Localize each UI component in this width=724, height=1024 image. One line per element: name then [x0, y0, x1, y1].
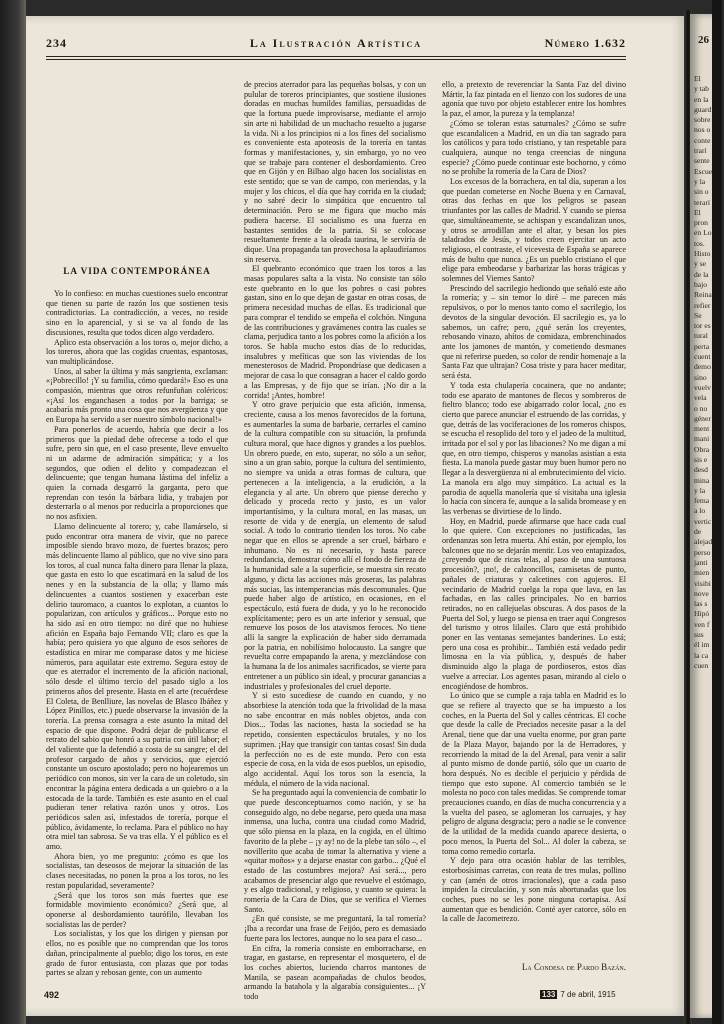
next-page-line: tor es — [694, 321, 711, 331]
next-page-line: o no — [694, 403, 708, 413]
next-page-line: y tab — [694, 84, 709, 94]
next-page-line: Hipó — [694, 609, 710, 619]
next-page-line: fema — [694, 496, 710, 506]
next-page-line: de — [694, 527, 702, 537]
next-page-line: refier — [694, 300, 711, 310]
issue-number: Número 1.632 — [544, 36, 626, 50]
article-title: LA VIDA CONTEMPORÁNEA — [63, 266, 211, 276]
next-page-line: sente — [694, 156, 710, 166]
next-page-line: sus — [694, 630, 704, 640]
next-page-line: Escue — [694, 166, 713, 176]
next-page-line: en la — [694, 94, 709, 104]
next-page-line: El — [694, 207, 701, 217]
next-page-line: y la — [694, 176, 706, 186]
next-page-line: demo — [694, 362, 711, 372]
footer-date-line — [540, 990, 616, 999]
archive-badge: 133 — [542, 990, 556, 999]
paragraph: de precios aterrador para las pequeñas bolsas, y con un pulular de toreros principiantes, que sostiene ilusiones doradas en muchas humildes familias, persuadidas de que la fortuna puede improvisarse, mediante el arrojo sin arte ni habilidad de un muchacho resuelto a jugarse la vida. Ni a los principios ni a los fines del socialismo es conveniente esta apoteosis de la torería en tantas formas y manifestaciones, y, sin embargo, yo no veo que se trabaje para contener el desbordamiento. Creo que en Gijón y en Bilbao algo hacen los socialistas en este sentido; que se van de campo, con meriendas, y la mujer y los chicos, el día que hay corrida en la ciudad; y no sabré decir lo simpática que encuentro tal determinación. Pero se me figura que mucho más pudiera hacerse. El socialismo es una fuerza en bastantes sentidos de la patria. Si se colocase resueltamente frente a la oleada taurina, le serviría de dique. Una propaganda tan provechosa la aplaudiríamos sin reserva. — [244, 80, 426, 264]
next-page-line: bajo — [694, 279, 708, 289]
next-page-line: ven f — [694, 619, 710, 629]
paragraph: En cifra, la romería consiste en emborracharse, en tragar, en gastarse, en representar el mosquetero, el de los coches abiertos, luciendo charros mantones de Manila, se pasean acompañadas de chulos beodos, armando la batahola y la algarabía consiguientes... ¡Y todo — [244, 943, 426, 1002]
next-page-line: cuen — [694, 660, 709, 670]
paragraph: Y otro grave perjuicio que esta afición, inmensa, creciente, causa a los menos favorecidos de la fortuna, es aumentarles la suma de barbarie, cerrarles el camino de la cultura compatible con su situación, la profunda cultura moral, que hace dignos y grandes a los pueblos. Un obrero puede, en esto, superar, no sólo a un señor, sino a un gran sabio, porque la cultura del sentimiento, no siempre va unida a otras formas de cultura, que pertenecen a la inteligencia, a la erudición, a la elegancia y al arte. Un obrero que piense derecho y delicado y proceda recto y justo, es un valor importantísimo, y la cultura moral, en las masas, un resorte de vida y de energía, un elemento de salud social. A todo lo contrario tienden los toros. No cabe negar que en ellos se aprende a ser cruel, bárbaro e inhumano. No es ni necesario, y hasta parece redundancia, demostrar cómo allí el fondo de fiereza de la humanidad sale a la superficie, se muestra sin recato alguno, y dicta las acciones más groseras, las palabras más sucias, las intemperancias más descomunales. Que puede haber algo de artístico, en ocasiones, en el espectáculo, está fuera de duda, y yo lo he reconocido explícitamente; pero es un arte inferior y sensual, que remueve los posos de los atavismos feroces. No tiene allí la sangre la explicación de haber sido derramada por la patria, en nobilísimo holocausto. La sangre que revuelta corre empapando la arena, y mezclándose con la humana la de los animales sacrificados, se vierte para entretener a un público sin ideal, y procurar ganancias a industriales y profesionales del cruel deporte. — [244, 400, 426, 691]
next-page-line: tos. — [694, 238, 705, 248]
next-page-line: tural — [694, 331, 708, 341]
next-page-line: Se — [694, 310, 702, 320]
next-page-line: la ca — [694, 650, 709, 660]
next-page-line: terarí — [694, 197, 711, 207]
text-column-3 — [442, 80, 626, 982]
next-page-line: sin o — [694, 187, 709, 197]
header-rule-thin — [46, 59, 626, 60]
text-column-2 — [244, 80, 426, 1002]
footer-date: 7 de abril, 1915 — [560, 990, 616, 999]
paragraph: Los excesos de la borrachera, en tal día, superan a los que puedan cometerse en Noche Buena y en Carnaval, otras dos fechas en que los peligros se pasean triunfantes por las calles de Madrid. Y cuando se piensa que, simultáneamente, se achispan y escandalizan unos, y otros se arrodillan ante el altar, y besan los pies taladrados de Jesús, y todos creen ejercitar un acto religioso, el contraste, el vicevesta de España se aparece más de bulto que nunca. ¿Es un pueblo cristiano el que elige para embeodarse y barbarizar las horas trágicas y solemnes del Viernes Santo? — [442, 177, 626, 284]
paragraph: ello, a pretexto de reverenciar la Santa Faz del divino Mártir, la faz pintada en el lienzo con los sudores de una agonía que tuvo por objeto establecer entre los hombres la paz, el amor, la pureza y la templanza! — [442, 80, 626, 119]
scan-left-edge — [0, 0, 26, 1024]
next-page-line: visibi — [694, 578, 711, 588]
next-page-line: perso — [694, 547, 711, 557]
next-page-line: Reina — [694, 290, 712, 300]
next-page-line: janti — [694, 557, 708, 567]
paragraph: Para ponerlos de acuerdo, habría que decir a los primeros que la piedad debe ofrecerse a todo el que sufre, pero sin que, en el caso presente, lleve envuelto ni un adarme de admiración simpática; y a los segundos, que odien el delito y compadezcan el delincuente; que tengan humana lástima del infeliz a quien la cornada desgarró la garganta, pero que reprendan con tesón la bárbara lidia, y trabajen por desterrarla o al menos por reducirla a proporciones que no nos asfixien. — [46, 424, 228, 522]
next-page-line: vela — [694, 393, 707, 403]
next-page-line: las s — [694, 599, 708, 609]
next-page-line: mani — [694, 434, 710, 444]
next-page-line: él im — [694, 640, 710, 650]
paragraph: Se ha preguntado aquí la conveniencia de combatir lo que puede desconceptuarnos como nación, y se ha conseguido algo, no debe negarse, pero queda una masa inmensa, una lucha, contra una ciudad como Madrid, que sólo piensa en la plaza, en la cogida, en el último favorito de la plebe – ¡y ay! no de la plebe tan sólo –, el novillerito que acaba de tomar la alternativa y viene a «quitar moños» y a dejarse enastar con garbo... ¿Qué el estado de las costumbres mejora? Así será..., pero acabamos de presenciar algo que revuelve el estómago, y es algo tradicional, y religioso, y cuanto se quiera: la romería de la Cara de Dios, que se verifica el Viernes Santo. — [244, 788, 426, 914]
next-page-line: ment — [694, 424, 710, 434]
next-page-line: vertic — [694, 516, 712, 526]
paragraph: Ahora bien, yo me pregunto: ¿cómo es que los socialistas, tan deseosos de mejorar la situación de las clases necesitadas, no ponen la proa a los toros, no les restan popularidad, severamente? — [46, 851, 228, 890]
next-page-line: nove — [694, 588, 709, 598]
next-page-line: sobre — [694, 115, 711, 125]
next-page-line: conte — [694, 135, 711, 145]
page-header — [46, 36, 626, 52]
next-page-line: géner — [694, 413, 711, 423]
next-page-line: trarí — [694, 146, 707, 156]
next-page-line: y se — [694, 259, 707, 269]
next-page-line: vuelv — [694, 382, 711, 392]
folio-number: 492 — [44, 990, 60, 1000]
next-page-line: cuent — [694, 352, 711, 362]
next-page-line: mien — [694, 568, 710, 578]
next-page-line: a lo — [694, 506, 706, 516]
next-page-line: nos o — [694, 125, 711, 135]
paragraph: Y dejo para otra ocasión hablar de las terribles, estorbosísimas carretas, con reata de tres mulas, pollino y can (amén de otros irracionales), que a cada paso impiden la circulación, y son más abortunadas que los coches, pues no se les pone ninguna cortapisa. Así aumentan que es bendición. Conté ayer catorce, sólo en la calle de Jacometrezo. — [442, 856, 626, 924]
next-page-line: guard — [694, 104, 712, 114]
paragraph: Y si esto sucediese de cuando en cuando, y no absorbiese la atención toda que la frivolidad de la masa no sabe encontrar en más nobles objetos, anda con Dios... Todas las naciones, hasta la sociedad se ha repetido, consienten espectáculos brutales, y no los suprimen. ¡Hay que transigir con tantas cosas! Sin duda la perfección no es de este mundo. Pero con esta especie de cosa, en la vida de esos pueblos, un episodio, algo accidental. Aquí los toros son la esencia, la médula, el número de la vida nacional. — [244, 691, 426, 788]
next-page-line: desd — [694, 465, 708, 475]
paragraph: Y toda esta chulapería cocainera, que no andante; todo ese aparato de mantones de flecos y sombreros de fieltro blanco; todo ese abigarrado color local, ¿no es cierto que parece anunciar el estruendo de las corridas, y que, detrás de las vociferaciones de los romeros chispos, se escucha el resoplido del toro y el jadeo de la multitud, irritada por el sol y por las libaciones? No me digan a mí que, en otro tiempo, chisperos y manolas asistían a esta fiesta. La manola puede gastar muy buen humor pero no llegar a la desvergüenza ni al embrutecimiento del vicio. La manola era algo muy simpático. La actual es la parodia de aquella manolería que sí visitaba una iglesia lo hacía con sincera fe, aunque a la salida bromease y en las verbenas se divirtiese de lo lindo. — [442, 380, 626, 516]
scan-right-edge — [712, 0, 722, 1024]
paragraph: Prescindo del sacrilegio hediondo que señaló este año la romería; y – sin temor lo diré – me parecen más repulsivos, o por lo menos tanto como el sacrilegio, los devotos de la singular devoción. El sacrilegio es, ya lo sabemos, un cafre; pero, ¿qué serán los creyentes, rebosando vinazo, ahítos de comidaza, embrenchinados ante los jamones de mantón, y cometiendo desmanes que ni referirse pueden, so color de rendir homenaje a la Santa Faz que ultrajan? Cosa triste y para hacer meditar, será ésta. — [442, 283, 626, 381]
paragraph: Los socialistas, y los que los dirigen y piensan por ellos, no es posible que no comprendan que los toros dañan, principalmente al pueblo; digo los toros, en este grado de furor entusiasta, con plazas que por todas partes se alzan y rebosan gente, con un aumento — [46, 929, 228, 978]
page-number: 234 — [46, 36, 67, 50]
paragraph: Lo único que se cumple a raja tabla en Madrid es lo que se refiere al trayecto que se ha impuesto a los coches, en la Puerta del Sol y calles céntricas. El coche que desde la calle de Preciados necesite pasar a la del Arenal, tiene que dar una vuelta enorme, por gran parte de la Plaza Mayor, bajando por la de Herradores, y recorriendo la mitad de la del Arenal, para venir a salir al punto mismo de donde partió, sólo que un cuarto de hora después. No es decible el perjuicio y pérdida de tiempo que esto supone. Al comercio también se le molesta no poco con tales medidas. Se comprende tomar precauciones cuando, en días de mucha concurrencia y a la vuelta del paseo, se aglomeran los carruajes, y hay peligro de alguna desgracia; pero a nadie se le convence de la utilidad de la medida cuando aparece desierta, o poco menos, la Puerta del Sol... Al doler la cabeza, se toma como remedio cortarla. — [442, 691, 626, 856]
next-page-line: de la — [694, 269, 709, 279]
paragraph: Yo lo confieso: en muchas cuestiones suelo encontrar que tienen su parte de razón los que sostienen tesis contradictorias. La contradicción, a veces, no reside sino en lo aparencial, y si se va al fondo de las discusiones, resulta que todos dicen algo verdadero. — [46, 289, 228, 337]
paragraph: Aplico esta observación a los toros o, mejor dicho, a los toreros, ahora que las cogidas cruentas, espantosas, van multiplicándose. — [46, 337, 228, 366]
next-page-line: sis e — [694, 454, 708, 464]
paragraph: Hoy, en Madrid, puede afirmarse que hace cada cual lo que quiere. Con excepciones no justificadas, las ordenanzas son letra muerta. Ahí están, por ejemplo, los balcones que no se dejarán mentir. Los veo entapizados, ¿creyendo que de ricas telas, al paso de una suntuosa procesión?, ¡no!, de calzoncillos, camisetas de punto, pañales de criaturas y calcetines con agujeros. El vecindario de Madrid cuelga la ropa que lava, en las fachadas, en las calles principales. No en barrios retirados, no en callejuelas obscuras. A dos pasos de la Puerta del Sol, y luego se piensa en traer aquí Congresos del turismo y otros lilailes. Claro que está prohibido poner en las ventanas semejantes banderines. Lo está; pero una cosa es prohibir... También está vedado pedir limosna en la vía pública, y, después de haber disminuido algo la plaga de pordioseros, estos días vuelve a arreciar. Los agentes pasan, mirando al cielo o encogiéndose de hombros. — [442, 516, 626, 691]
paragraph: Unos, al saber la última y más sangrienta, exclaman: «¡Pobrecillo! ¡Y su familia, cómo quedará!» Eso es una compasión, mientras que otros refunfuñan coléricos: «¡Así los enganchasen a todos por la barriga; se acabaría más pronto una cosa que nos avergüenza y que en Europa ha servido a ser nuestro símbolo nacional!» — [46, 366, 228, 425]
article-signature: La Condesa de Pardo Bazán. — [521, 962, 626, 972]
next-page-line: perta — [694, 341, 710, 351]
paragraph: El quebranto económico que traen los toros a las masas populares salta a la vista. No consiste tan sólo este quebranto en lo que los pobres o casi pobres gastan, sino en lo que dejan de gastar en otras cosas, de primera necesidad muchas de ellas. Es tradicional que para comprar el tendido se empeña el colchón. Ninguna de las contribuciones y gravámenes contra las cuales se clama, perjudica tanto a los pobres como la afición a los toros. Se habla mucho estos días de lo reducidas, insalubres y mefíticas que son las viviendas de los menesterosos de Madrid. Propondríase que dedicasen a mejorar de casa lo que consagran a hacer el caldo gordo a las Empresas, y de fijo que se irían. ¡No dir a la corrida! ¡Antes, hombre! — [244, 264, 426, 400]
next-page-line: sino — [694, 372, 707, 382]
masthead-title: La Ilustración Artística — [249, 36, 423, 50]
header-rule — [46, 56, 626, 57]
paragraph: ¿Será que los toros son más fuertes que ese formidable movimiento económico? ¿Será que, al oponerse al desbordamiento taurófilo, llevaban los socialistas las de perder? — [46, 890, 228, 929]
next-page-line: y la — [694, 485, 706, 495]
next-page-line: alejad — [694, 537, 713, 547]
next-page-line: Obra — [694, 444, 710, 454]
next-page-line: Histo — [694, 249, 711, 259]
next-page-line: pron — [694, 218, 708, 228]
paragraph: ¿Cómo se toleran estas saturnales? ¿Cómo se sufre que escandalicen a Madrid, en un día tan sagrado para los católicos y para todo cristiano, y tan respetable para cualquiera, aunque no tenga creencias de ninguna especie? ¿Cómo puede continuar este bochorno, y cómo no se prohíbe la romería de la Cara de Dios? — [442, 118, 626, 177]
paragraph: Llamo delincuente al torero; y, cabe llamárselo, si pudo encontrar otra manera de vivir, que no parece imposible siendo bravo mozo, de fuertes brazos; pero más delincuente llamo al público, que no vive sino para los toros, al cual nunca falta dinero para llenar la plaza, que gasta en esto lo que escatimará en la salud de los nenes y en la substancia de la olla; y llamo más delincuentes a cuantos sostienen y exacerban este delirio tauromaco, a cuantos lo explotan, a cuantos lo popularizan, con artículos y gráficos... Porque esto no ha sido así en otro tiempo: no diré que no hubiese afición en España bajo Fernando VII; claro es que la había; pero quisiera yo que alguno de esos señores de estadística en mirar me comparase datos y me hiciese números, para aquilatar este extremo. Segura estoy de que es aterrador el incremento de la afición nacional, sólo desde el último tercio del pasado siglo a los primeros años del presente. Hasta en el arte (recuérdese El Coleta, de Benlliure, las novelas de Blasco Ibáñez y López Pinillos, etc.) puede observarse la invasión de la torería. La prensa consagra a este asunto la mitad del espacio de que dispone. Podrá dejar de publicarse el retrato del sabio que honró a su patria con útil labor; el del valiente que la defendió a costa de su sangre; el del profesor cargado de años y servicios, que ejerció constante un oscuro apostolado; pero no hojearemos un periódico con monos, sin ver la cara de un coletudo, sin encontrar la página entera dedicada a un quiebro o a la estocada de la tarde. También es este asunto en el cual pudieran tener relativa razón unos y otros. Los periódicos salen así, infestados de torería, porque el público, ávidamente, lo reclama. Para el público no hay otra miel tan sabrosa. Se va tras ella. Y el público es el amo. — [46, 521, 228, 852]
next-page-line: en Lo — [694, 228, 712, 238]
next-page-line: El — [694, 74, 701, 83]
paragraph: ¿En qué consiste, se me preguntará, la tal romería? ¡Iba a recordar una frase de Feijóo, pero es demasiado fuerte para los lectores, aunque no lo sea para el caso... — [244, 914, 426, 943]
text-column-1 — [46, 289, 228, 979]
next-page-line: mina — [694, 475, 710, 485]
next-page-number: 26 — [698, 34, 709, 46]
